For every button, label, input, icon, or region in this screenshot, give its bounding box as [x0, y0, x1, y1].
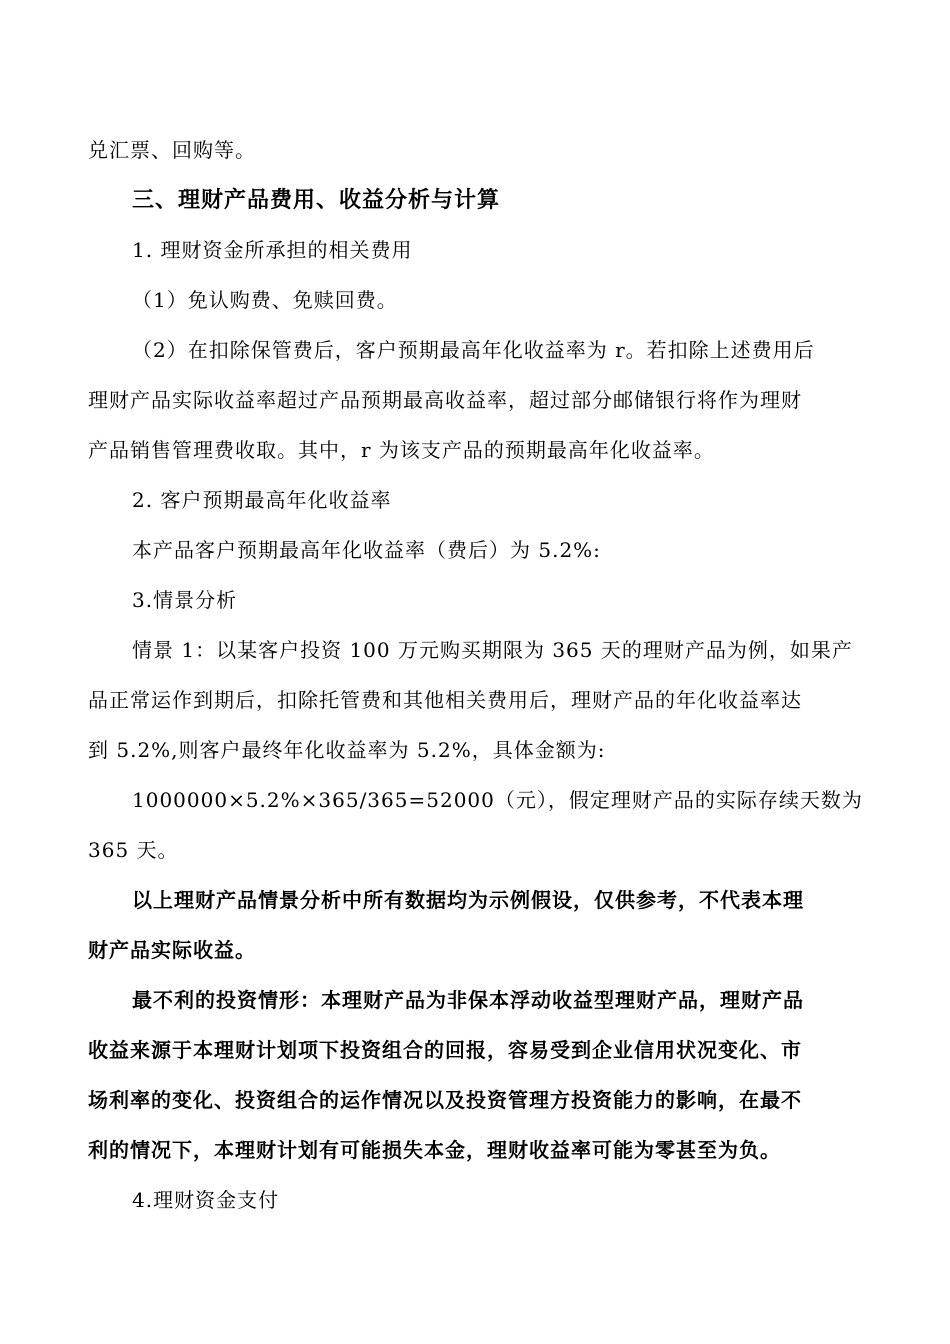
paragraph-line: 到 5.2%,则客户最终年化收益率为 5.2%，具体金额为: — [88, 738, 606, 762]
subsection-heading: 1. 理财资金所承担的相关费用 — [132, 238, 413, 262]
paragraph-line: 产品销售管理费收取。其中，r 为该支产品的预期最高年化收益率。 — [88, 438, 715, 462]
risk-line: 收益来源于本理财计划项下投资组合的回报，容易受到企业信用状况变化、市 — [88, 1038, 802, 1062]
paragraph-line: 情景 1：以某客户投资 100 万元购买期限为 365 天的理财产品为例，如果产 — [132, 638, 853, 662]
subsection-heading: 2. 客户预期最高年化收益率 — [132, 488, 392, 512]
formula-line: 1000000×5.2%×365/365=52000（元），假定理财产品的实际存续天数为 — [132, 788, 863, 812]
paragraph-line: 兑汇票、回购等。 — [88, 138, 256, 162]
subsection-heading: 3.情景分析 — [132, 588, 238, 612]
paragraph-line: （1）免认购费、免赎回费。 — [132, 288, 398, 312]
paragraph-line: 理财产品实际收益率超过产品预期最高收益率，超过部分邮储银行将作为理财 — [88, 388, 802, 412]
risk-line: 场利率的变化、投资组合的运作情况以及投资管理方投资能力的影响，在最不 — [88, 1088, 802, 1112]
section-heading: 三、理财产品费用、收益分析与计算 — [132, 187, 501, 213]
subsection-heading: 4.理财资金支付 — [132, 1188, 280, 1212]
risk-line: 利的情况下，本理财计划有可能损失本金，理财收益率可能为零甚至为负。 — [88, 1138, 781, 1162]
paragraph-line: 品正常运作到期后，扣除托管费和其他相关费用后，理财产品的年化收益率达 — [88, 688, 802, 712]
disclaimer-line: 财产品实际收益。 — [88, 938, 256, 962]
paragraph-line: （2）在扣除保管费后，客户预期最高年化收益率为 r。若扣除上述费用后 — [132, 338, 815, 362]
risk-line: 最不利的投资情形：本理财产品为非保本浮动收益型理财产品，理财产品 — [132, 988, 804, 1012]
paragraph-line: 本产品客户预期最高年化收益率（费后）为 5.2%: — [132, 538, 601, 562]
disclaimer-line: 以上理财产品情景分析中所有数据均为示例假设，仅供参考，不代表本理 — [132, 888, 804, 912]
paragraph-line: 365 天。 — [88, 838, 179, 862]
